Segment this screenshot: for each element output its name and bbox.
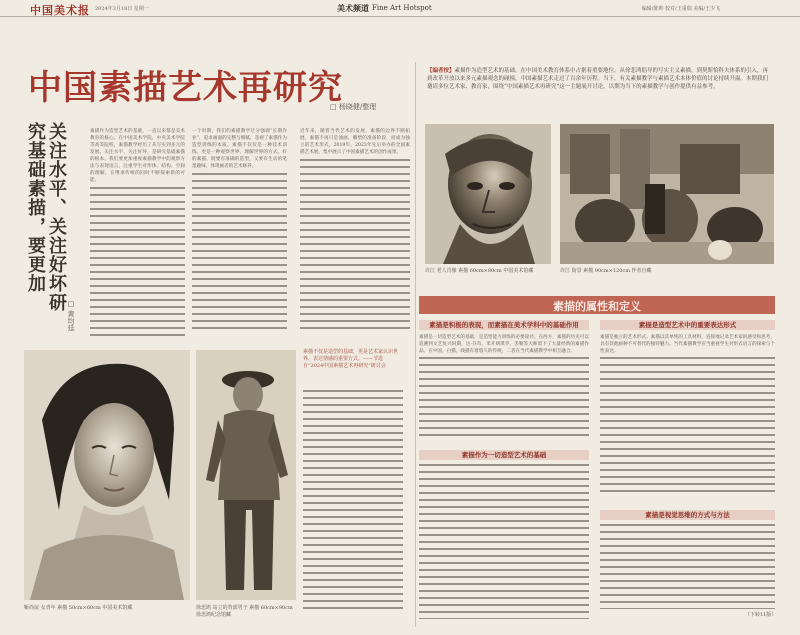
woman-portrait-caption: 靳尚谊 女青年 素描 50cm×60cm 中国美术馆藏 — [24, 605, 133, 611]
article-column-3-text: 近年来，随着当代艺术的发展，素描的边界不断拓展，素描不再只是油画、雕塑的准备阶段，而成为独立的艺术形式。2019年、2023年先后举办的全国素描艺术展，集中展示了中国素描艺术的创作成果。 — [300, 129, 410, 155]
masthead — [0, 0, 800, 17]
street-scene-caption: 许江 街景 素描 90cm×120cm 作者自藏 — [560, 268, 652, 274]
main-headline: 中国素描艺术再研究 — [28, 68, 343, 108]
subheading-1: 素描是积极的表现，而素描在美术学科中的基础作用 — [419, 320, 589, 330]
section-column-c — [419, 464, 589, 619]
vertical-author: □ 黄均廷 — [67, 300, 75, 332]
column-divider — [415, 62, 416, 627]
section-column-b — [600, 334, 775, 504]
text-filler — [192, 173, 287, 333]
article-column-1 — [90, 128, 185, 340]
text-filler — [419, 357, 589, 437]
section-column-a — [419, 334, 589, 444]
headline-byline: □ 杨晓健/整理 — [330, 103, 377, 111]
sub-headline-vertical: 关注水平、关注好坏研究基础素描，要更加 — [25, 122, 67, 312]
editor-credits: 编辑/陈帅 校对/王重瑞 美编/王少飞 — [641, 6, 720, 12]
article-column-3 — [300, 128, 410, 340]
section-header-band — [419, 296, 775, 314]
section-name: 美术频道 — [337, 3, 369, 13]
old-man-sketch — [425, 124, 551, 264]
issue-date: 2024年3月18日 星期一 — [95, 6, 149, 12]
editor-note — [427, 67, 772, 109]
old-man-caption: 许江 老人肖像 素描 60cm×80cm 中国美术馆藏 — [425, 268, 534, 274]
section-column-d — [600, 524, 775, 609]
subheading-3: 素描作为一切造型艺术的基础 — [419, 450, 589, 460]
street-scene-sketch — [560, 124, 774, 264]
newspaper-logo: 中国美术报 — [30, 4, 90, 17]
article-column-1-text: 素描作为造型艺术的基础，一直以来都是美术教育的核心。在中国美术学院、中央美术学院等高等院校，素描教学经历了从写实到多元的发展。关注水平、关注好坏，是研究基础素描的根本。我们要更加重视素描教学中的观察方法与表现语言，注重学生对形体、结构、空间的理解，在继承传统的同时不断探索新的可能。 — [90, 129, 185, 183]
continued-note: （下转11版） — [745, 612, 777, 618]
pull-quote: 素描不仅是造型的基础，更是艺术家认识世界、表达情感的重要方式。——节选自“2024中国素描艺术再研究”研讨会 — [303, 349, 399, 369]
soldier-figure-caption: 徐悲鸿 站立的背部男子 素描 60cm×90cm 徐悲鸿纪念馆藏 — [196, 605, 293, 618]
subheading-4: 素描是视觉思维的方式与方法 — [600, 510, 775, 520]
text-filler — [300, 159, 410, 329]
text-filler — [600, 524, 775, 609]
subheading-2: 素描是造型艺术中的重要表达形式 — [600, 320, 775, 330]
soldier-figure-sketch — [196, 350, 296, 600]
section-column-a-text: 素描是一切造型艺术的基础，是造型能力训练的必要途径。在西方，素描的历史可以追溯到文艺复兴时期，达·芬奇、米开朗琪罗、丢勒等大师留下了大量经典的素描作品。在中国，白描、线描有着悠久的传统，二者在当代素描教学中相互融合。 — [419, 335, 589, 354]
editor-note-text: 素描作为造型艺术的基础，在中国美术教育体系中占据着重要地位。从徐悲鸿倡导的写实主义素描，到契斯恰科夫体系的引入，再到改革开放以来多元素描观念的碰撞，中国素描艺术走过了百余年历程。当下，有关素描教学与素描艺术本体价值的讨论持续升温。本期我们邀请多位艺术家、教育家，围绕“中国素描艺术再研究”这一主题展开讨论，以期为当下的素描教学与创作提供有益参考。 — [427, 68, 769, 90]
article-column-4 — [303, 350, 403, 615]
section-name-en: Fine Art Hotspot — [372, 4, 432, 12]
article-column-2 — [192, 128, 287, 340]
section-title: 素描的属性和定义 — [553, 300, 641, 313]
text-filler — [600, 357, 775, 492]
section-column-b-text: 素描是独立的艺术形式。素描以其单纯的工具材料，直接地记录艺术家的感受和思考，具有其他画种不可替代的独特魅力。当代素描教学应当重视学生对形式语言的探索与个性表达。 — [600, 335, 775, 354]
text-filler — [419, 464, 589, 619]
woman-portrait-sketch — [24, 350, 190, 600]
text-filler — [303, 390, 403, 610]
text-filler — [90, 187, 185, 340]
article-column-2-text: 一个时期，我们的素描教学过分强调“长期作业”，追求画面的完整与细腻，忽视了素描作为造型训练的本质。素描不仅仅是一种技术训练，更是一种观察世界、理解世界的方式。好的素描，既要有准确的造型，又要有生动的笔墨趣味，体现画者的艺术修养。 — [192, 129, 287, 169]
editor-note-label: 【编者按】 — [427, 68, 455, 74]
